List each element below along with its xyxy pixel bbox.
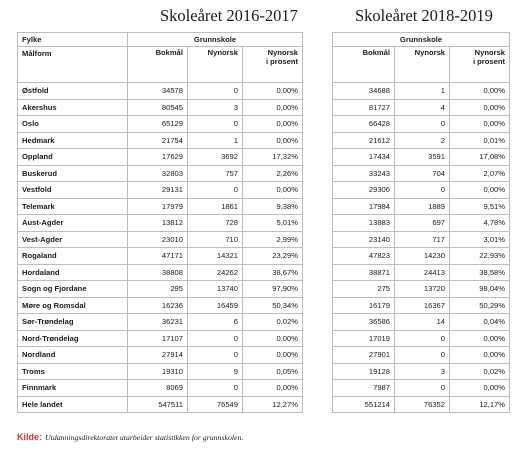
nynorsk-prosent-2016-cell: 2,26% bbox=[243, 165, 303, 182]
column-gap bbox=[303, 33, 333, 47]
fylke-cell: Oppland bbox=[18, 149, 128, 166]
nynorsk-prosent-2018-cell: 0,00% bbox=[450, 330, 510, 347]
nynorsk-2016-cell: 0 bbox=[188, 83, 243, 100]
table-row bbox=[18, 198, 510, 215]
table-row bbox=[18, 363, 510, 380]
column-gap bbox=[303, 396, 333, 413]
nynorsk-prosent-2016-cell: 12,27% bbox=[243, 396, 303, 413]
nynorsk-prosent-2018-cell: 0,02% bbox=[450, 363, 510, 380]
column-gap bbox=[303, 231, 333, 248]
nynorsk-prosent-2016-cell: 0,00% bbox=[243, 330, 303, 347]
bokmal-2016-cell: 17629 bbox=[128, 149, 188, 166]
nynorsk-2016-cell: 728 bbox=[188, 215, 243, 232]
column-gap bbox=[303, 281, 333, 298]
nynorsk-prosent-2018-cell: 9,51% bbox=[450, 198, 510, 215]
bokmal-2016-cell: 27914 bbox=[128, 347, 188, 364]
bokmal-2016-cell: 34578 bbox=[128, 83, 188, 100]
header-row-1 bbox=[18, 33, 510, 47]
nynorsk-prosent-2018-cell: 12,17% bbox=[450, 396, 510, 413]
source-note bbox=[17, 432, 243, 442]
column-gap bbox=[303, 47, 333, 83]
nynorsk-prosent-2018-cell: 22,93% bbox=[450, 248, 510, 265]
fylke-cell: Hedmark bbox=[18, 132, 128, 149]
fylke-cell: Sør-Trøndelag bbox=[18, 314, 128, 331]
table-row bbox=[18, 165, 510, 182]
nynorsk-prosent-2016-cell: 0,00% bbox=[243, 347, 303, 364]
nynorsk-prosent-2018-cell: 0,00% bbox=[450, 99, 510, 116]
column-gap bbox=[303, 198, 333, 215]
fylke-cell: Østfold bbox=[18, 83, 128, 100]
bokmal-2018-cell: 81727 bbox=[333, 99, 395, 116]
header-bokmal-2018: Bokmål bbox=[333, 47, 395, 83]
column-gap bbox=[303, 297, 333, 314]
nynorsk-2018-cell: 14230 bbox=[395, 248, 450, 265]
nynorsk-2018-cell: 0 bbox=[395, 380, 450, 397]
column-gap bbox=[303, 380, 333, 397]
header-nynorsk-prosent-2018 bbox=[450, 47, 510, 83]
bokmal-2018-cell: 21612 bbox=[333, 132, 395, 149]
bokmal-2016-cell: 21754 bbox=[128, 132, 188, 149]
nynorsk-2016-cell: 6 bbox=[188, 314, 243, 331]
table-row bbox=[18, 231, 510, 248]
nynorsk-prosent-2016-cell: 0,02% bbox=[243, 314, 303, 331]
bokmal-2018-cell: 66428 bbox=[333, 116, 395, 133]
table-row bbox=[18, 149, 510, 166]
fylke-cell: Buskerud bbox=[18, 165, 128, 182]
column-gap bbox=[303, 215, 333, 232]
nynorsk-prosent-2016-cell: 38,67% bbox=[243, 264, 303, 281]
bokmal-2016-cell: 38808 bbox=[128, 264, 188, 281]
table-row bbox=[18, 99, 510, 116]
column-gap bbox=[303, 182, 333, 199]
nynorsk-prosent-2018-cell: 0,00% bbox=[450, 380, 510, 397]
bokmal-2016-cell: 23010 bbox=[128, 231, 188, 248]
table-row bbox=[18, 380, 510, 397]
table-row bbox=[18, 314, 510, 331]
bokmal-2018-cell: 17984 bbox=[333, 198, 395, 215]
header-nynorsk-prosent-line2: i prosent bbox=[265, 56, 299, 66]
nynorsk-2016-cell: 0 bbox=[188, 182, 243, 199]
bokmal-2018-cell: 23140 bbox=[333, 231, 395, 248]
nynorsk-2018-cell: 1889 bbox=[395, 198, 450, 215]
column-gap bbox=[303, 363, 333, 380]
bokmal-2016-cell: 547511 bbox=[128, 396, 188, 413]
header-grunnskole-2016: Grunnskole bbox=[128, 33, 303, 47]
nynorsk-2016-cell: 0 bbox=[188, 116, 243, 133]
header-row-2 bbox=[18, 47, 510, 83]
header-nynorsk-prosent-line2: i prosent bbox=[472, 56, 506, 66]
column-gap bbox=[303, 165, 333, 182]
heading-2018-2019: Skoleåret 2018-2019 bbox=[355, 6, 493, 25]
nynorsk-prosent-2016-cell: 50,34% bbox=[243, 297, 303, 314]
nynorsk-2018-cell: 0 bbox=[395, 347, 450, 364]
bokmal-2018-cell: 17019 bbox=[333, 330, 395, 347]
column-gap bbox=[303, 330, 333, 347]
column-gap bbox=[303, 264, 333, 281]
fylke-cell: Troms bbox=[18, 363, 128, 380]
nynorsk-2018-cell: 704 bbox=[395, 165, 450, 182]
nynorsk-2018-cell: 0 bbox=[395, 182, 450, 199]
nynorsk-prosent-2018-cell: 38,58% bbox=[450, 264, 510, 281]
bokmal-2016-cell: 17107 bbox=[128, 330, 188, 347]
nynorsk-2018-cell: 697 bbox=[395, 215, 450, 232]
bokmal-2018-cell: 13883 bbox=[333, 215, 395, 232]
nynorsk-prosent-2016-cell: 0,00% bbox=[243, 99, 303, 116]
fylke-cell: Nord-Trøndelag bbox=[18, 330, 128, 347]
table-row bbox=[18, 215, 510, 232]
nynorsk-2016-cell: 0 bbox=[188, 330, 243, 347]
heading-2016-2017: Skoleåret 2016-2017 bbox=[160, 6, 298, 25]
nynorsk-prosent-2018-cell: 98,04% bbox=[450, 281, 510, 298]
nynorsk-2018-cell: 16367 bbox=[395, 297, 450, 314]
nynorsk-prosent-2018-cell: 4,78% bbox=[450, 215, 510, 232]
nynorsk-prosent-2018-cell: 2,07% bbox=[450, 165, 510, 182]
bokmal-2016-cell: 47171 bbox=[128, 248, 188, 265]
nynorsk-2018-cell: 1 bbox=[395, 83, 450, 100]
nynorsk-2016-cell: 710 bbox=[188, 231, 243, 248]
nynorsk-2018-cell: 0 bbox=[395, 330, 450, 347]
header-nynorsk-2016: Nynorsk bbox=[188, 47, 243, 83]
fylke-cell: Telemark bbox=[18, 198, 128, 215]
bokmal-2018-cell: 551214 bbox=[333, 396, 395, 413]
table-row bbox=[18, 132, 510, 149]
bokmal-2018-cell: 38871 bbox=[333, 264, 395, 281]
nynorsk-2016-cell: 14321 bbox=[188, 248, 243, 265]
header-fylke: Fylke bbox=[18, 33, 128, 47]
nynorsk-prosent-2018-cell: 3,01% bbox=[450, 231, 510, 248]
bokmal-2016-cell: 19310 bbox=[128, 363, 188, 380]
bokmal-2016-cell: 29131 bbox=[128, 182, 188, 199]
nynorsk-2016-cell: 16459 bbox=[188, 297, 243, 314]
column-gap bbox=[303, 99, 333, 116]
bokmal-2018-cell: 29306 bbox=[333, 182, 395, 199]
nynorsk-2016-cell: 757 bbox=[188, 165, 243, 182]
source-label: Kilde: bbox=[17, 432, 43, 442]
nynorsk-prosent-2016-cell: 17,32% bbox=[243, 149, 303, 166]
nynorsk-2018-cell: 76352 bbox=[395, 396, 450, 413]
nynorsk-2016-cell: 9 bbox=[188, 363, 243, 380]
header-nynorsk-prosent-line1: Nynorsk bbox=[267, 48, 299, 57]
bokmal-2016-cell: 13812 bbox=[128, 215, 188, 232]
bokmal-2018-cell: 7987 bbox=[333, 380, 395, 397]
nynorsk-2018-cell: 717 bbox=[395, 231, 450, 248]
nynorsk-2016-cell: 0 bbox=[188, 380, 243, 397]
table-row bbox=[18, 248, 510, 265]
bokmal-2018-cell: 47823 bbox=[333, 248, 395, 265]
fylke-cell: Sogn og Fjordane bbox=[18, 281, 128, 298]
nynorsk-2016-cell: 1861 bbox=[188, 198, 243, 215]
nynorsk-prosent-2018-cell: 0,00% bbox=[450, 182, 510, 199]
nynorsk-prosent-2016-cell: 9,38% bbox=[243, 198, 303, 215]
nynorsk-2018-cell: 24413 bbox=[395, 264, 450, 281]
bokmal-2018-cell: 36586 bbox=[333, 314, 395, 331]
nynorsk-prosent-2018-cell: 0,04% bbox=[450, 314, 510, 331]
fylke-cell: Nordland bbox=[18, 347, 128, 364]
column-gap bbox=[303, 132, 333, 149]
bokmal-2016-cell: 80545 bbox=[128, 99, 188, 116]
column-gap bbox=[303, 116, 333, 133]
nynorsk-2016-cell: 24262 bbox=[188, 264, 243, 281]
table-row bbox=[18, 396, 510, 413]
bokmal-2016-cell: 16236 bbox=[128, 297, 188, 314]
fylke-cell: Rogaland bbox=[18, 248, 128, 265]
fylke-cell: Vestfold bbox=[18, 182, 128, 199]
nynorsk-prosent-2016-cell: 2,99% bbox=[243, 231, 303, 248]
bokmal-2016-cell: 36231 bbox=[128, 314, 188, 331]
nynorsk-prosent-2016-cell: 0,00% bbox=[243, 83, 303, 100]
bokmal-2016-cell: 8069 bbox=[128, 380, 188, 397]
bokmal-2018-cell: 17434 bbox=[333, 149, 395, 166]
nynorsk-2016-cell: 1 bbox=[188, 132, 243, 149]
column-gap bbox=[303, 248, 333, 265]
table-row bbox=[18, 347, 510, 364]
fylke-cell: Hele landet bbox=[18, 396, 128, 413]
bokmal-2018-cell: 19128 bbox=[333, 363, 395, 380]
nynorsk-prosent-2018-cell: 0,01% bbox=[450, 132, 510, 149]
bokmal-2016-cell: 65129 bbox=[128, 116, 188, 133]
nynorsk-prosent-2018-cell: 0,00% bbox=[450, 83, 510, 100]
table-row bbox=[18, 297, 510, 314]
nynorsk-prosent-2016-cell: 97,90% bbox=[243, 281, 303, 298]
nynorsk-2016-cell: 0 bbox=[188, 347, 243, 364]
column-gap bbox=[303, 149, 333, 166]
bokmal-2016-cell: 32803 bbox=[128, 165, 188, 182]
nynorsk-2018-cell: 4 bbox=[395, 99, 450, 116]
nynorsk-prosent-2016-cell: 0,00% bbox=[243, 380, 303, 397]
table-row bbox=[18, 116, 510, 133]
header-nynorsk-prosent-2016 bbox=[243, 47, 303, 83]
nynorsk-prosent-2018-cell: 17,08% bbox=[450, 149, 510, 166]
fylke-cell: Vest-Agder bbox=[18, 231, 128, 248]
header-nynorsk-prosent-line1: Nynorsk bbox=[474, 48, 506, 57]
column-gap bbox=[303, 347, 333, 364]
table-row bbox=[18, 330, 510, 347]
column-gap bbox=[303, 314, 333, 331]
header-bokmal-2016: Bokmål bbox=[128, 47, 188, 83]
nynorsk-2018-cell: 0 bbox=[395, 116, 450, 133]
source-text: Utdanningsdirektoratet utarbeider statistikken for grunnskolen. bbox=[45, 433, 244, 442]
fylke-cell: Finnmark bbox=[18, 380, 128, 397]
nynorsk-2016-cell: 13740 bbox=[188, 281, 243, 298]
bokmal-2018-cell: 16179 bbox=[333, 297, 395, 314]
nynorsk-prosent-2018-cell: 50,29% bbox=[450, 297, 510, 314]
nynorsk-prosent-2018-cell: 0,00% bbox=[450, 347, 510, 364]
bokmal-2018-cell: 33243 bbox=[333, 165, 395, 182]
nynorsk-prosent-2016-cell: 0,00% bbox=[243, 132, 303, 149]
bokmal-2018-cell: 27901 bbox=[333, 347, 395, 364]
nynorsk-prosent-2018-cell: 0,00% bbox=[450, 116, 510, 133]
bokmal-2016-cell: 17979 bbox=[128, 198, 188, 215]
nynorsk-2016-cell: 3692 bbox=[188, 149, 243, 166]
nynorsk-2018-cell: 3591 bbox=[395, 149, 450, 166]
fylke-cell: Møre og Romsdal bbox=[18, 297, 128, 314]
header-malform: Målform bbox=[18, 47, 128, 83]
nynorsk-prosent-2016-cell: 0,05% bbox=[243, 363, 303, 380]
fylke-cell: Hordaland bbox=[18, 264, 128, 281]
header-nynorsk-2018: Nynorsk bbox=[395, 47, 450, 83]
table-row bbox=[18, 182, 510, 199]
bokmal-2016-cell: 295 bbox=[128, 281, 188, 298]
nynorsk-2016-cell: 76549 bbox=[188, 396, 243, 413]
nynorsk-2018-cell: 13720 bbox=[395, 281, 450, 298]
nynorsk-2018-cell: 3 bbox=[395, 363, 450, 380]
table-row bbox=[18, 281, 510, 298]
bokmal-2018-cell: 275 bbox=[333, 281, 395, 298]
nynorsk-2018-cell: 2 bbox=[395, 132, 450, 149]
fylke-cell: Akershus bbox=[18, 99, 128, 116]
table-row bbox=[18, 264, 510, 281]
nynorsk-prosent-2016-cell: 5,01% bbox=[243, 215, 303, 232]
nynorsk-prosent-2016-cell: 0,00% bbox=[243, 182, 303, 199]
table-row bbox=[18, 83, 510, 100]
header-grunnskole-2018: Grunnskole bbox=[333, 33, 510, 47]
fylke-cell: Aust-Agder bbox=[18, 215, 128, 232]
malform-table bbox=[17, 32, 510, 413]
nynorsk-prosent-2016-cell: 23,29% bbox=[243, 248, 303, 265]
fylke-cell: Oslo bbox=[18, 116, 128, 133]
nynorsk-2016-cell: 3 bbox=[188, 99, 243, 116]
nynorsk-prosent-2016-cell: 0,00% bbox=[243, 116, 303, 133]
nynorsk-2018-cell: 14 bbox=[395, 314, 450, 331]
column-gap bbox=[303, 83, 333, 100]
bokmal-2018-cell: 34688 bbox=[333, 83, 395, 100]
